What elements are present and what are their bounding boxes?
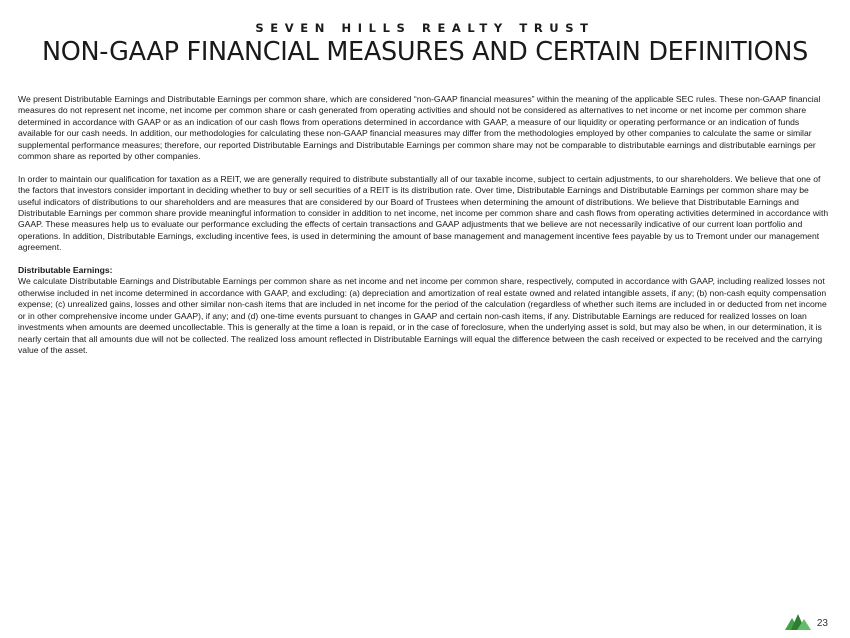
mountains-logo-icon [785, 614, 811, 630]
page-number: 23 [816, 618, 828, 629]
company-name: SEVEN HILLS REALTY TRUST [255, 21, 595, 35]
reit-paragraph: In order to maintain our qualification for taxation as a REIT, we are generally required to distribute substantially all of our taxable income, subject to certain adjustments, to our shareholders. We believe that one of the factors that investors consider important in deciding whether to buy or sell securities of a REIT is its distribution rate. Over time, Distributable Earnings and Distributable Earnings per common share may be useful indicators of distributions to our shareholders and are measures that are considered by our Board of Trustees when determining the amount of distributions. We believe that Distributable Earnings and Distributable Earnings per common share provide meaningful information to consider in addition to net income, net income per common share and cash flows from operating activities determined in accordance with GAAP. These measures help us to evaluate our performance excluding the effects of certain transactions and GAAP adjustments that we believe are not necessarily indicative of our current loan portfolio and operations. In addition, Distributable Earnings, excluding incentive fees, is used in determining the amount of base management and management incentive fees payable by us to Tremont under our management agreement. [18, 173, 829, 253]
distributable-earnings-paragraph: We calculate Distributable Earnings and Distributable Earnings per common share as net income and net income per common share, respectively, computed in accordance with GAAP, including realized losses not otherwise included in net income determined in accordance with GAAP, and excluding: (a) depreciation and amortization of real estate owned and related intangible assets, if any; (b) non-cash equity compensation expense; (c) unrealized gains, losses and other similar non-cash items that are included in net income for the period of the calculation (regardless of whether such items are included in or deducted from net income or in other comprehensive income under GAAP), if any; and (d) one-time events pursuant to changes in GAAP and certain non-cash items, if any. Distributable Earnings are reduced for realized losses on loan investments when amounts are deemed uncollectable. This is generally at the time a loan is repaid, or in the case of foreclosure, when the underlying asset is sold, but may also be when, in our determination, it is nearly certain that all amounts due will not be collected. The realized loss amount reflected in Distributable Earnings will equal the difference between the cash received or expected to be received and the carrying value of the asset. [18, 276, 827, 355]
page-footer [785, 614, 828, 630]
section-heading: Distributable Earnings: [18, 265, 113, 276]
intro-paragraph: We present Distributable Earnings and Distributable Earnings per common share, which are considered “non-GAAP financial measures” within the meaning of the applicable SEC rules. These non-GAAP financial measures do not represent net income, net income per common share or cash generated from operating activities and should not be considered as alternatives to net income or net income per common share determined in accordance with GAAP or as an indication of our cash flows from operations determined in accordance with GAAP, a measure of our liquidity or operating performance or an indication of funds available for our cash needs. In addition, our methodologies for calculating these non-GAAP financial measures may differ from the methodologies employed by other companies to calculate the same or similar supplemental performance measures; therefore, our reported Distributable Earnings and Distributable Earnings per common share may not be comparable to distributable earnings and distributable earnings per common share as reported by other companies. [18, 94, 821, 162]
page-content [18, 94, 833, 368]
page-title: NON-GAAP FINANCIAL MEASURES AND CERTAIN DEFINITIONS [41, 37, 809, 67]
